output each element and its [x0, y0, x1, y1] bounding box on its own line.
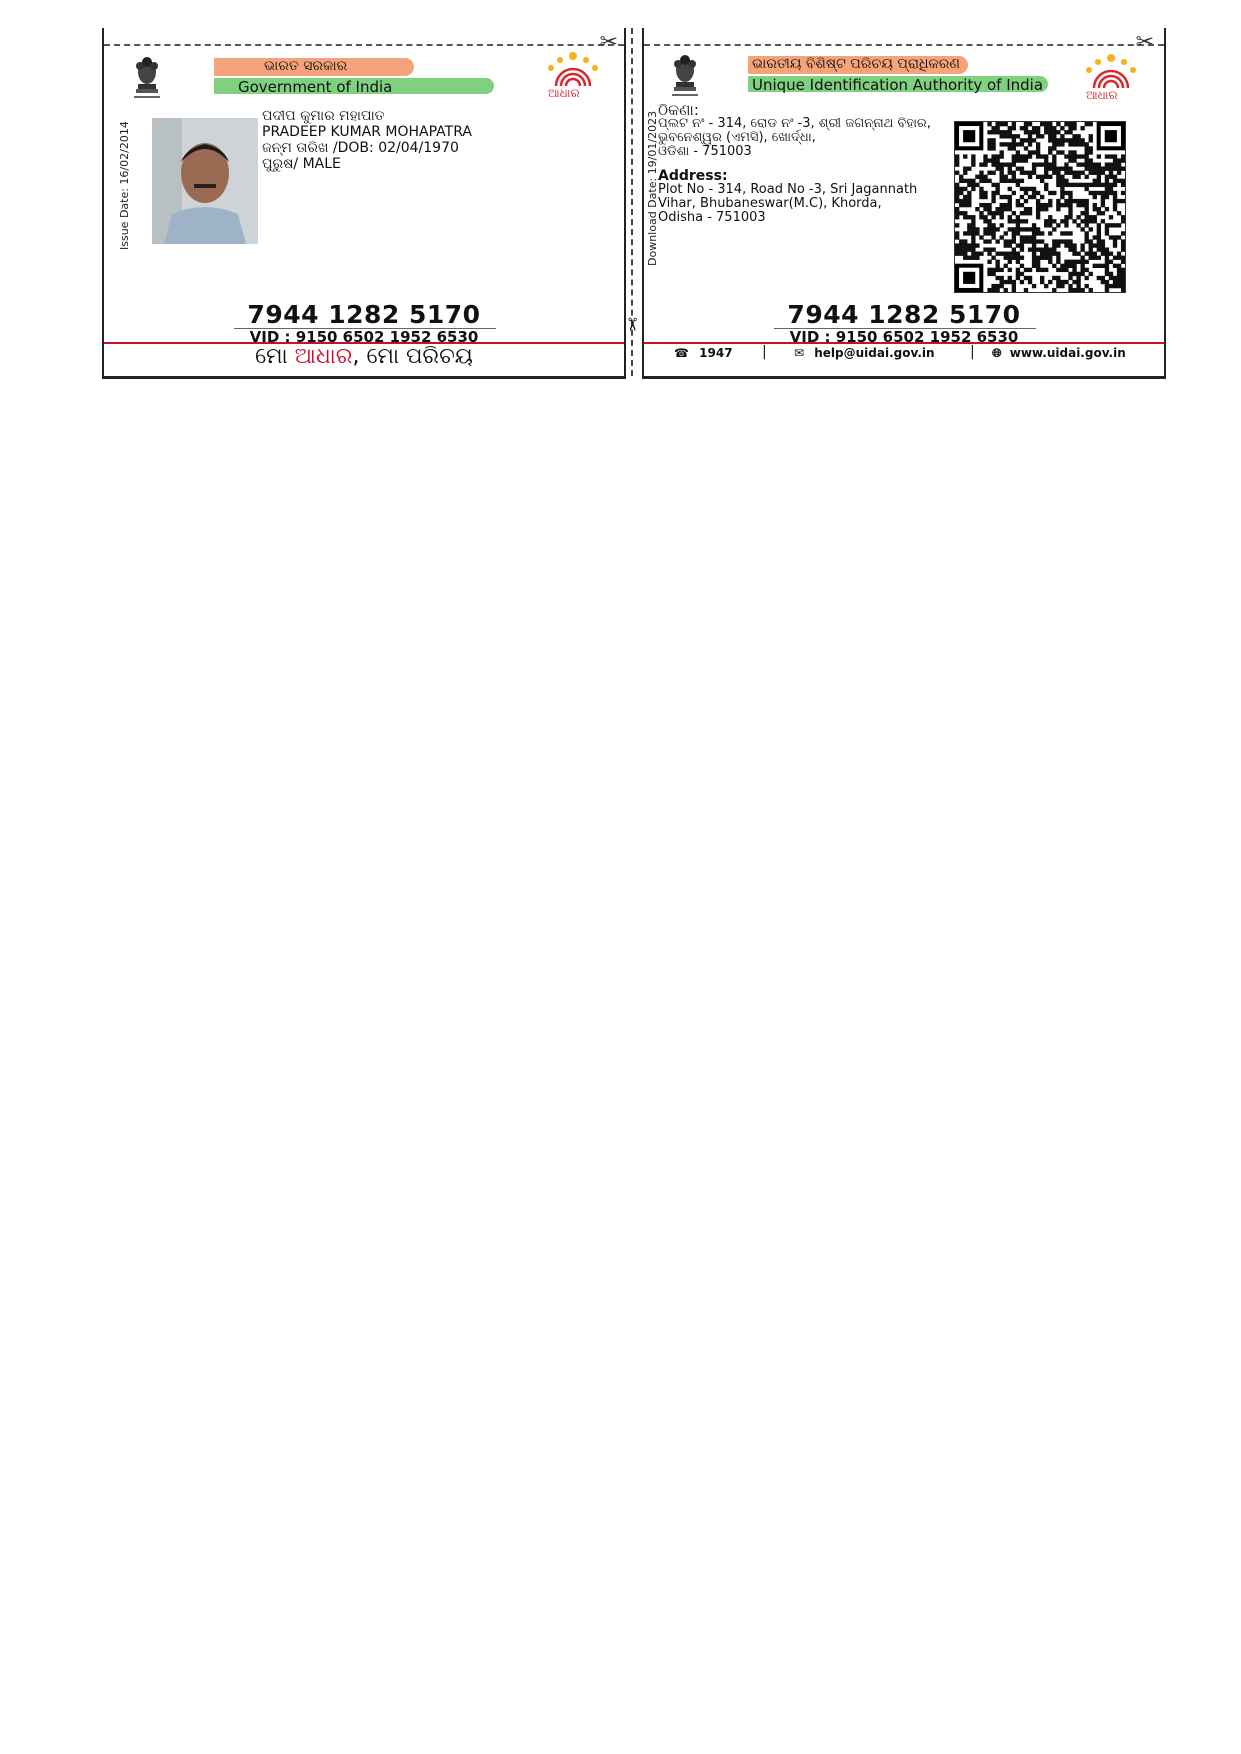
website-link[interactable]: 🌐︎ www.uidai.gov.in: [992, 346, 1126, 360]
header-odia: ଭାରତୀୟ ବିଶିଷ୍ଟ ପରିଚୟ ପ୍ରାଧିକରଣ: [752, 56, 960, 72]
download-date: Download Date: 19/01/2023: [646, 110, 659, 266]
name-odia: ପଦୀପ କୁମାର ମହାପାତ: [262, 108, 385, 124]
header-odia: ଭାରତ ସରକାର: [264, 58, 348, 74]
address-label-english: Address:: [658, 168, 728, 184]
aadhaar-logo-text: ଆଧାର: [548, 86, 580, 100]
red-divider: [644, 342, 1164, 344]
aadhaar-logo-icon: [542, 50, 604, 102]
address-odia-line: ଓଡିଶା - 751003: [658, 144, 752, 159]
aadhaar-back-card: [642, 28, 1166, 379]
separator: |: [762, 344, 767, 360]
aadhaar-logo-icon: [1080, 52, 1142, 104]
cut-line: [104, 44, 624, 46]
scissors-icon: ✂: [621, 316, 643, 333]
scissors-icon: ✂: [599, 30, 618, 55]
gender-line: ପୁରୁଷ/ MALE: [262, 156, 341, 172]
aadhaar-number: 7944 1282 5170: [247, 300, 481, 329]
help-email[interactable]: ✉ help@uidai.gov.in: [794, 346, 935, 360]
address-label-odia: ଠିକଣା:: [658, 101, 699, 119]
aadhaar-number: 7944 1282 5170: [787, 300, 1021, 329]
tagline-part-3: , ମୋ ପରିଚୟ: [352, 344, 473, 369]
tagline: [104, 344, 624, 369]
issue-date: Issue Date: 16/02/2014: [118, 121, 131, 250]
separator: |: [970, 344, 975, 360]
aadhaar-logo-text: ଆଧାର: [1086, 88, 1118, 102]
dob-line: ଜନ୍ମ ତାରିଖ /DOB: 02/04/1970: [262, 140, 459, 156]
header-english: Unique Identification Authority of India: [752, 76, 1044, 94]
email-icon: ✉: [794, 346, 805, 360]
name-english: PRADEEP KUMAR MOHAPATRA: [262, 124, 472, 140]
holder-photo: [152, 118, 258, 244]
state-emblem-icon: [128, 54, 166, 100]
globe-icon: 🌐︎: [992, 346, 1002, 360]
tagline-part-2: ଆଧାର: [294, 344, 353, 369]
middle-cut-line: [621, 28, 643, 376]
header-english: Government of India: [238, 78, 393, 96]
aadhaar-front-card: [102, 28, 626, 379]
address-english-line: Plot No - 314, Road No -3, Sri Jagannath: [658, 182, 918, 197]
scissors-icon: ✂: [1135, 30, 1154, 55]
qr-code: [954, 121, 1126, 293]
address-odia-line: ଭୁବନେଶ୍ୱର (ଏମସି), ଖୋର୍ଦ୍ଧା,: [658, 130, 816, 145]
address-english-line: Odisha - 751003: [658, 210, 766, 225]
tagline-part-1: ମୋ: [255, 344, 295, 369]
phone-icon: ☎: [674, 346, 689, 360]
helpline: ☎ 1947: [674, 346, 733, 360]
state-emblem-icon: [666, 52, 704, 98]
cut-line: [644, 44, 1164, 46]
address-english-line: Vihar, Bhubaneswar(M.C), Khorda,: [658, 196, 882, 211]
address-odia-line: ପ୍ଲଟ ନଂ - 314, ରୋଡ ନଂ -3, ଶ୍ରୀ ଜଗନ୍ନାଥ ବିହାର,: [658, 116, 931, 131]
vid-number: VID : 9150 6502 1952 6530: [789, 328, 1019, 346]
vid-number: VID : 9150 6502 1952 6530: [249, 328, 479, 346]
